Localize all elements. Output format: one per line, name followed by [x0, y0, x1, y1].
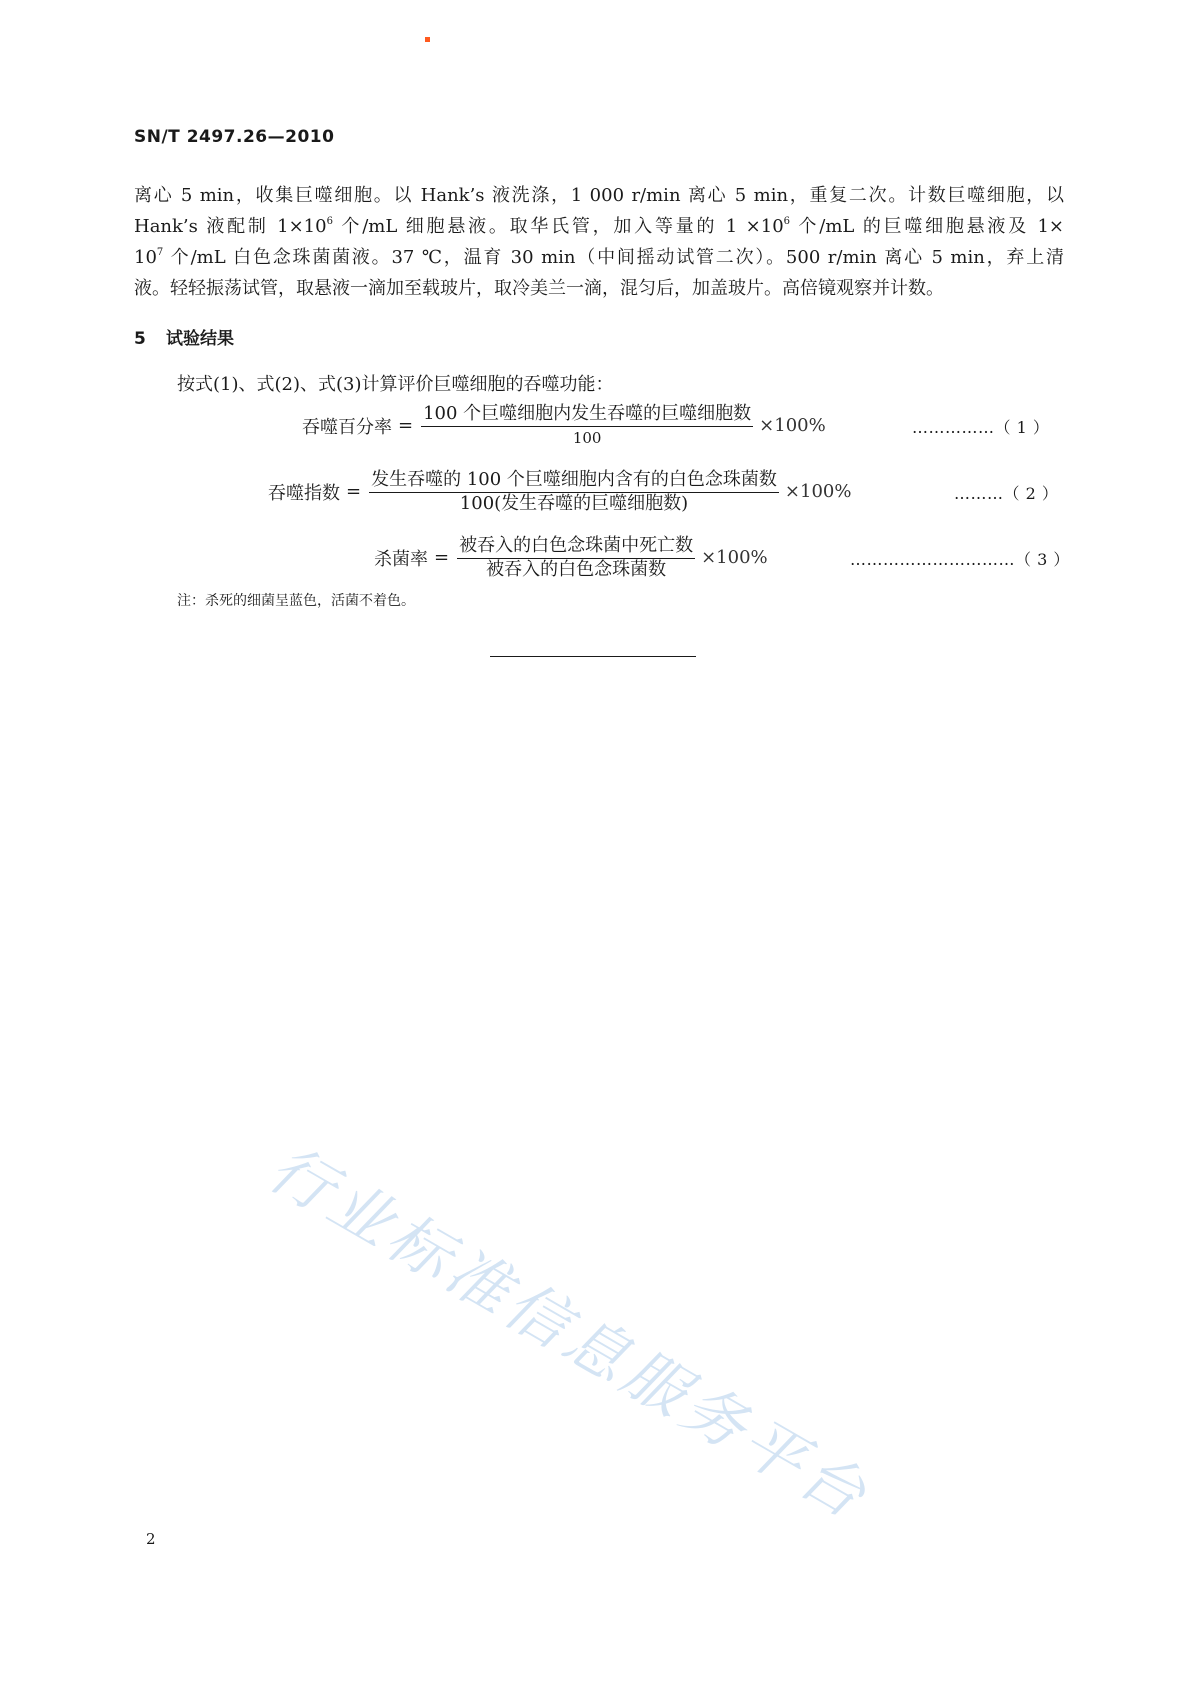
section-heading: [134, 324, 234, 349]
numerator: 发生吞噬的 100 个巨噬细胞内含有的白色念珠菌数: [369, 469, 779, 493]
section-number: 5: [134, 329, 146, 349]
numerator: 被吞入的白色念珠菌中死亡数: [457, 535, 695, 559]
equation-number-3: …………………………（ 3 ）: [850, 550, 1070, 569]
body-line-2c: 个/mL 的巨噬细胞悬液及 1×: [790, 216, 1064, 237]
formula-intro: 按式(1)、式(2)、式(3)计算评价巨噬细胞的吞噬功能：: [177, 374, 614, 395]
multiplier: ×100%: [784, 481, 852, 502]
exponent: 6: [783, 216, 791, 227]
denominator: 被吞入的白色念珠菌数: [486, 559, 667, 580]
standard-code: SN/T 2497.26—2010: [134, 127, 335, 147]
equals-sign: =: [434, 547, 450, 568]
body-line-3a: 10: [134, 247, 157, 268]
body-line-2: [134, 211, 1064, 242]
body-line-2a: Hank’s 液配制 1×10: [134, 216, 327, 237]
body-line-2b: 个/mL 细胞悬液。取华氏管，加入等量的 1 ×10: [332, 216, 784, 237]
multiplier: ×100%: [759, 415, 826, 436]
watermark: 行业标准信息服务平台: [257, 1131, 883, 1535]
exponent: 6: [326, 216, 333, 227]
formula-lhs: 杀菌率: [374, 548, 428, 570]
end-rule: [490, 656, 696, 657]
page-number: 2: [146, 1530, 156, 1548]
fraction: [421, 403, 753, 448]
body-paragraph: [134, 180, 1064, 304]
body-line-3: [134, 242, 1064, 273]
exponent: 7: [156, 247, 164, 258]
corner-mark: [425, 37, 430, 42]
body-line-3b: 个/mL 白色念珠菌菌液。37 ℃，温育 30 min（中间摇动试管二次）。500 r/min 离心 5 min，弃上清: [163, 247, 1064, 268]
formula-1: [302, 403, 826, 448]
multiplier: ×100%: [701, 547, 768, 568]
body-line-4: 液。轻轻振荡试管，取悬液一滴加至载玻片，取冷美兰一滴，混匀后，加盖玻片。高倍镜观察并计数。: [134, 278, 944, 299]
equals-sign: =: [398, 415, 414, 436]
body-line-1: 离心 5 min，收集巨噬细胞。以 Hank’s 液洗涤，1 000 r/min 离心 5 min，重复二次。计数巨噬细胞，以: [134, 185, 1064, 206]
denominator: 100(发生吞噬的巨噬细胞数): [459, 493, 689, 514]
formula-3: [374, 535, 768, 580]
section-title: 试验结果: [166, 329, 234, 349]
denominator: 100: [572, 429, 602, 447]
note: 注：杀死的细菌呈蓝色，活菌不着色。: [177, 593, 415, 609]
equation-number-1: ……………（ 1 ）: [912, 418, 1050, 437]
equation-number-2: ………（ 2 ）: [954, 484, 1059, 503]
formula-lhs: 吞噬指数: [268, 482, 340, 504]
fraction: [369, 469, 779, 514]
fraction: [457, 535, 695, 580]
numerator: 100 个巨噬细胞内发生吞噬的巨噬细胞数: [421, 403, 753, 427]
formula-2: [268, 469, 851, 514]
formula-lhs: 吞噬百分率: [302, 416, 392, 438]
equals-sign: =: [346, 481, 362, 502]
